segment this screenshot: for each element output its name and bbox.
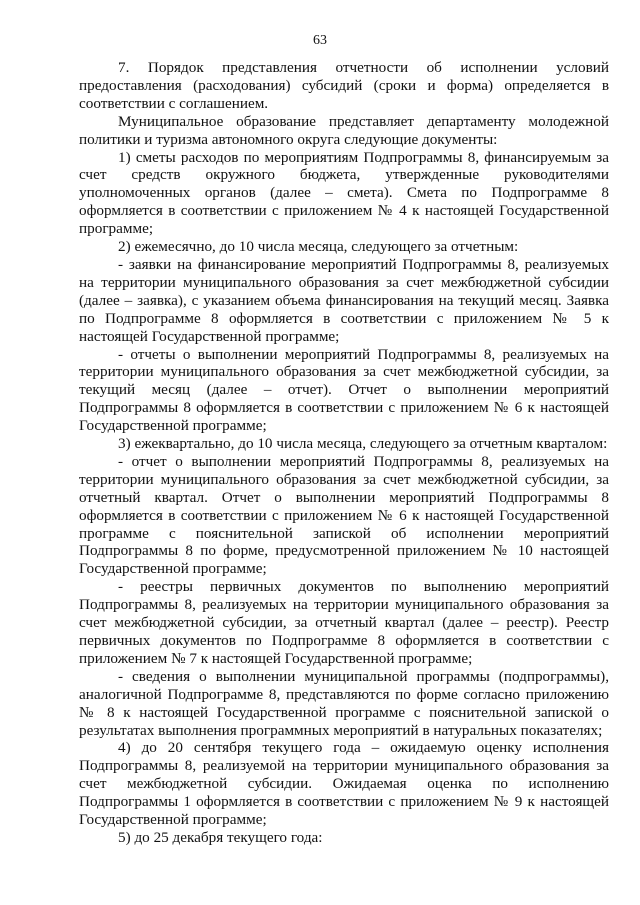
paragraph-quarterly-registers: - реестры первичных документов по выполнению мероприятий Подпрограммы 8, реализуемых на территории муниципального образования за счет межбюджетной субсидии, за отчетный квартал (далее – реестр). Реестр первичных документов по Подпрограмме 8 оформляется в соответствии с приложением № 7 к настоящей Государственной программе;	[79, 578, 609, 667]
paragraph-monthly-reports: - отчеты о выполнении мероприятий Подпрограммы 8, реализуемых на территории муниципального образования за счет межбюджетной субсидии, за текущий месяц (далее – отчет). Отчет о выполнении мероприятий Подпрограммы 8 оформляется в соответствии с приложением № 6 к настоящей Государственной программе;	[79, 345, 609, 435]
paragraph-program-information: - сведения о выполнении муниципальной программы (подпрограммы), аналогичной Подпрограмме 8, представляются по форме согласно приложению № 8 к настоящей Государственной программе с пояснительной запиской о результатах выполнения программных мероприятий в натуральных показателях;	[79, 667, 609, 739]
document-body	[79, 59, 609, 847]
paragraph-item-5-december: 5) до 25 декабря текущего года:	[118, 828, 323, 846]
paragraph-quarterly-report: - отчет о выполнении мероприятий Подпрограммы 8, реализуемых на территории муниципального образования за счет межбюджетной субсидии, за отчетный квартал. Отчет о выполнении мероприятий Подпрограммы 8 оформляется в соответствии с приложением № 6 к настоящей Государственной программе с пояснительной запиской об исполнении мероприятий Подпрограммы 8 по форме, предусмотренной приложением № 10 настоящей Государственной программе;	[79, 452, 609, 578]
paragraph-item-3-quarterly: 3) ежеквартально, до 10 числа месяца, следующего за отчетным кварталом:	[118, 435, 608, 453]
page-number: 63	[313, 33, 327, 48]
paragraph-item-2-monthly: 2) ежемесячно, до 10 числа месяца, следующего за отчетным:	[118, 238, 519, 256]
paragraph-reporting-procedure: 7. Порядок представления отчетности об исполнении условий предоставления (расходования) субсидий (сроки и форма) определяется в соответствии с соглашением.	[79, 59, 609, 112]
paragraph-documents-intro: Муниципальное образование представляет департаменту молодежной политики и туризма автономного округа следующие документы:	[79, 112, 609, 148]
paragraph-monthly-requests: - заявки на финансирование мероприятий Подпрограммы 8, реализуемых на территории муниципального образования за счет межбюджетной субсидии (далее – заявка), с указанием объема финансирования на текущий месяц. Заявка по Подпрограмме 8 оформляется в соответствии с приложением № 5 к настоящей Государственной программе;	[79, 255, 609, 345]
paragraph-item-4-september: 4) до 20 сентября текущего года – ожидаемую оценку исполнения Подпрограммы 8, реализуемой на территории муниципального образования за счет межбюджетной субсидии. Ожидаемая оценка по исполнению Подпрограммы 1 оформляется в соответствии с приложением № 9 к настоящей Государственной программе;	[79, 739, 609, 829]
paragraph-item-1-estimates: 1) сметы расходов по мероприятиям Подпрограммы 8, финансируемым за счет средств окружного бюджета, утвержденные руководителями уполномоченных органов (далее – смета). Смета по Подпрограмме 8 оформляется в соответствии с приложением № 4 к настоящей Государственной программе;	[79, 148, 609, 238]
